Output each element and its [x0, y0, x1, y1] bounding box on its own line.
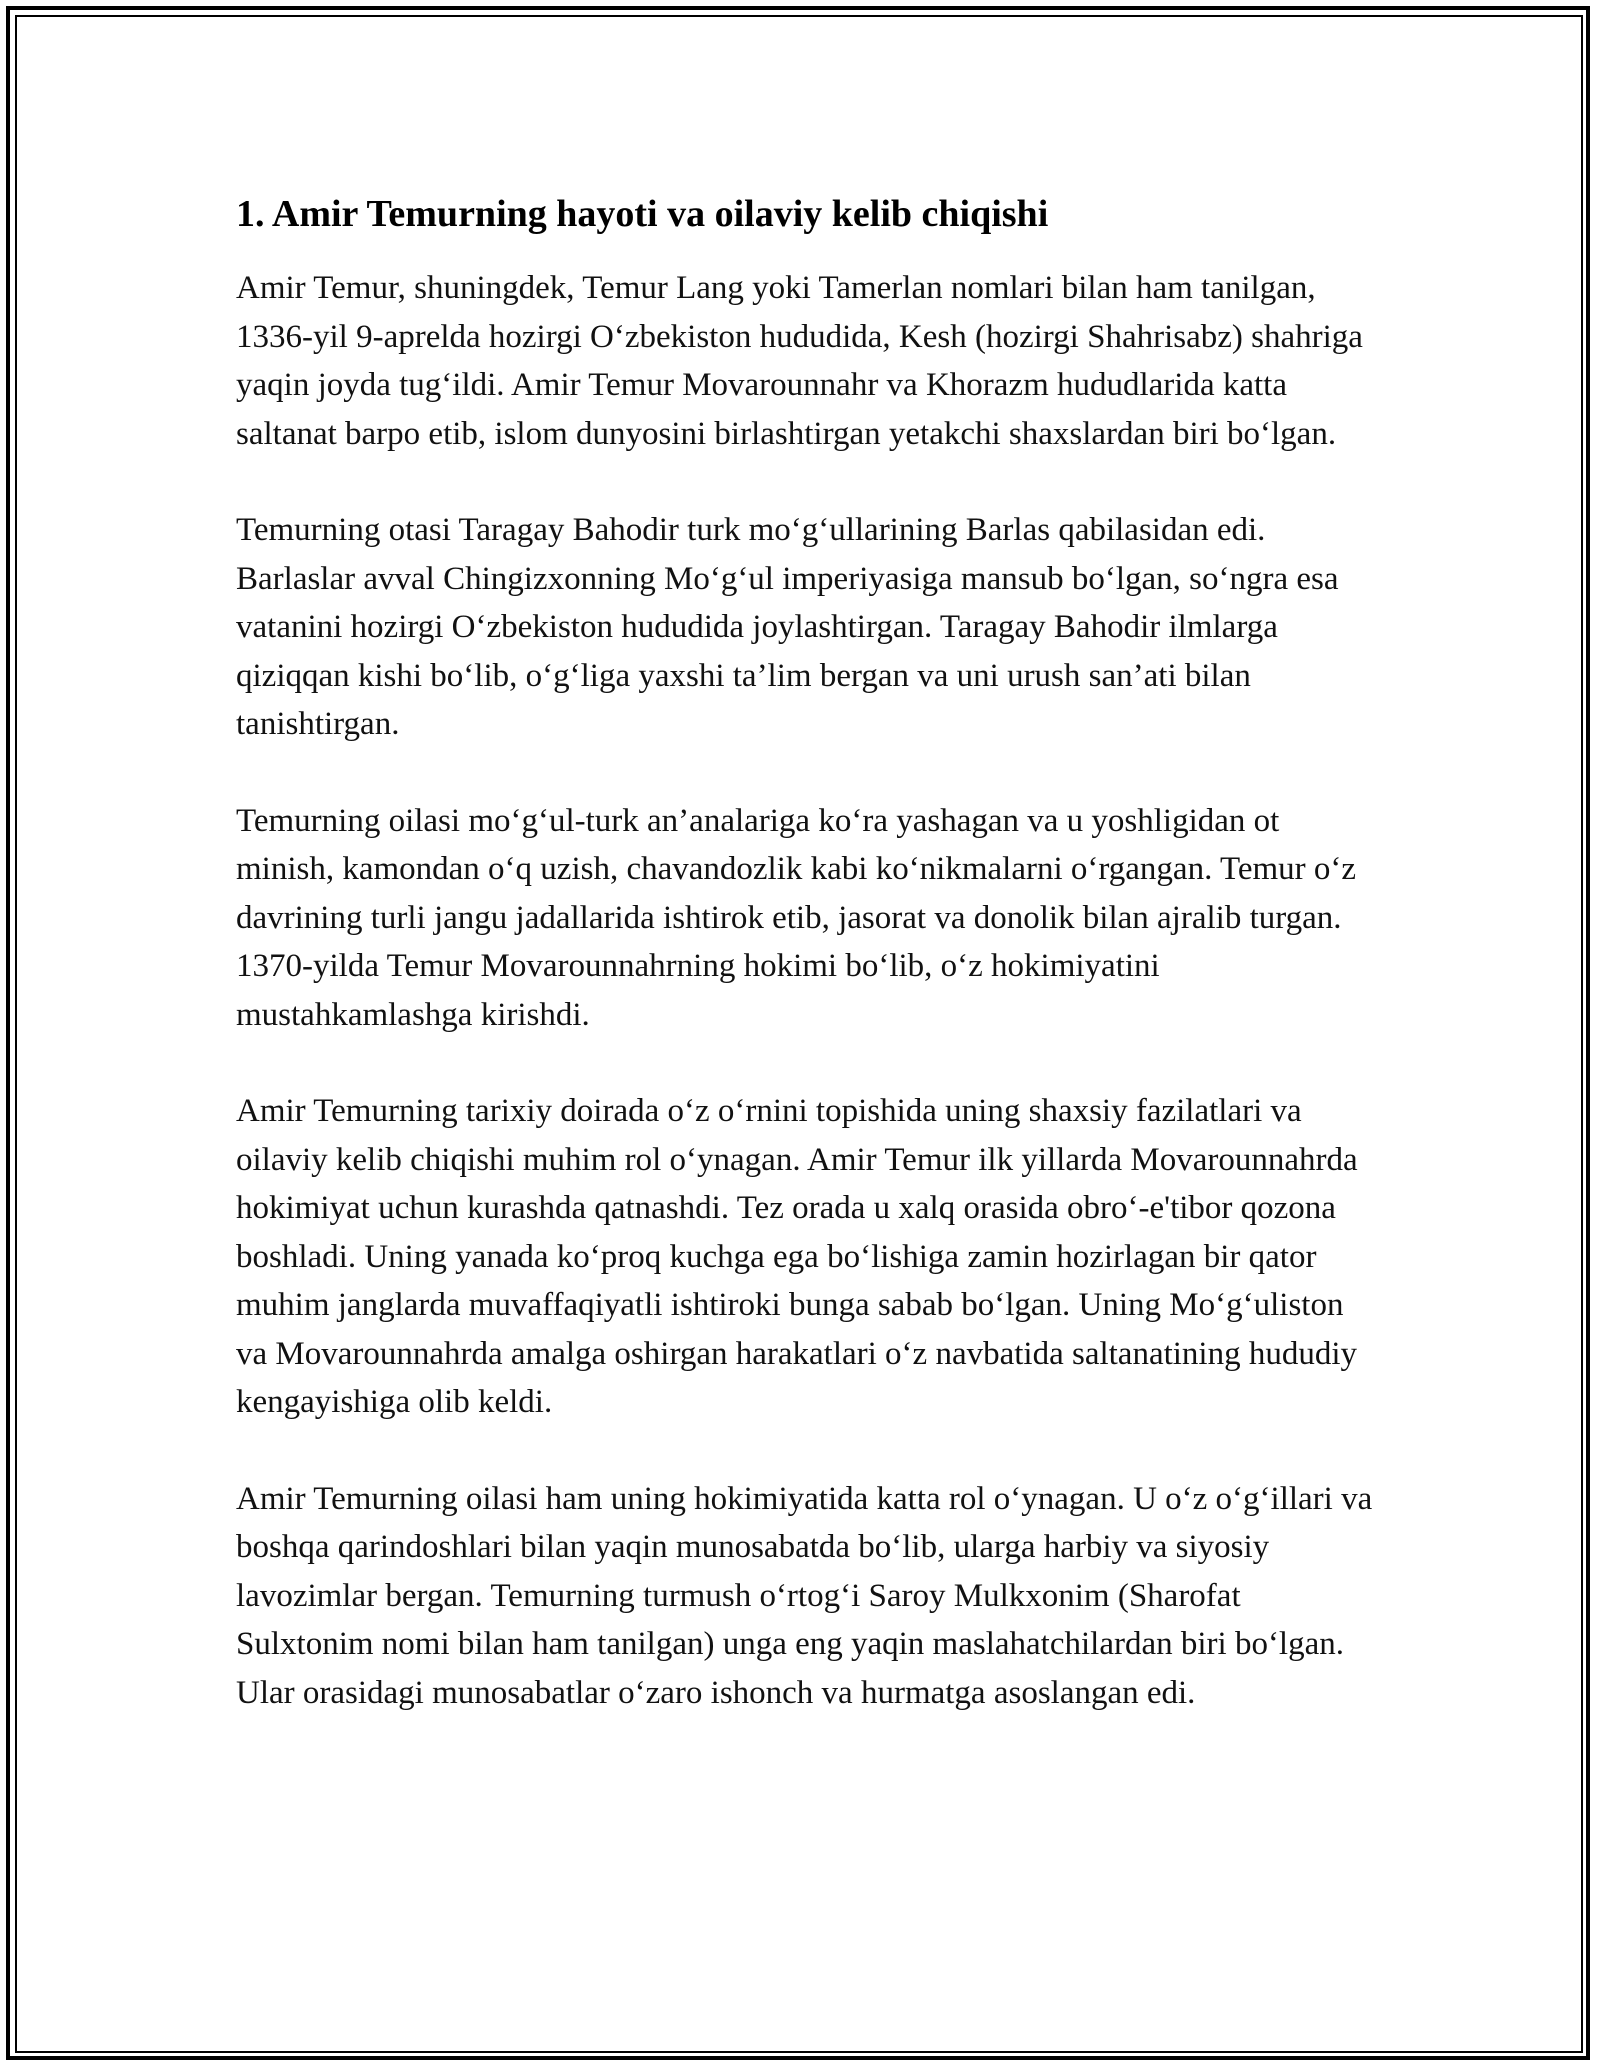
paragraph-1: Amir Temur, shuningdek, Temur Lang yoki Tamerlan nomlari bilan ham tanilgan, 1336-yil 9-aprelda hozirgi O‘zbekiston hududida, Kesh (hozirgi Shahrisabz) shahriga yaqin joyda tug‘ildi. Amir Temur Movarounnahr va Khorazm hududlarida katta saltanat barpo etib, islom dunyosini birlashtirgan yetakchi shaxslardan biri bo‘lgan.: [236, 270, 1363, 452]
paragraph-5: Amir Temurning oilasi ham uning hokimiyatida katta rol o‘ynagan. U o‘z o‘g‘illari va boshqa qarindoshlari bilan yaqin munosabatda bo‘lib, ularga harbiy va siyosiy lavozimlar bergan. Temurning turmush o‘rtog‘i Saroy Mulkxonim (Sharofat Sulxtonim nomi bilan ham tanilgan) unga eng yaqin maslahatchilardan biri bo‘lgan. Ular orasidagi munosabatlar o‘zaro ishonch va hurmatga asoslangan edi.: [236, 1480, 1373, 1711]
section-heading: 1. Amir Temurning hayoti va oilaviy kelib chiqishi: [236, 193, 1049, 235]
document-body: [236, 186, 1376, 1765]
paragraph-2: Temurning otasi Taragay Bahodir turk mo‘g‘ullarining Barlas qabilasidan edi. Barlaslar avval Chingizxonning Mo‘g‘ul imperiyasiga mansub bo‘lgan, so‘ngra esa vatanini hozirgi O‘zbekiston hududida joylashtirgan. Taragay Bahodir ilmlarga qiziqqan kishi bo‘lib, o‘g‘liga yaxshi ta’lim bergan va uni urush san’ati bilan tanishtirgan.: [236, 512, 1339, 742]
paragraph-4: Amir Temurning tarixiy doirada o‘z o‘rnini topishida uning shaxsiy fazilatlari va oilaviy kelib chiqishi muhim rol o‘ynagan. Amir Temur ilk yillarda Movarounnahrda hokimiyat uchun kurashda qatnashdi. Tez orada u xalq orasida obro‘-e'tibor qozona boshladi. Uning yanada ko‘proq kuchga ega bo‘lishiga zamin hozirlagan bir qator muhim janglarda muvaffaqiyatli ishtiroki bunga sabab bo‘lgan. Uning Mo‘g‘uliston va Movarounnahrda amalga oshirgan harakatlari o‘z navbatida saltanatining hududiy kengayishiga olib keldi.: [236, 1093, 1358, 1420]
paragraph-3: Temurning oilasi mo‘g‘ul-turk an’analariga ko‘ra yashagan va u yoshligidan ot minish, kamondan o‘q uzish, chavandozlik kabi ko‘nikmalarni o‘rgangan. Temur o‘z davrining turli jangu jadallarida ishtirok etib, jasorat va donolik bilan ajralib turgan. 1370-yilda Temur Movarounnahrning hokimi bo‘lib, o‘z hokimiyatini mustahkamlashga kirishdi.: [236, 802, 1357, 1033]
